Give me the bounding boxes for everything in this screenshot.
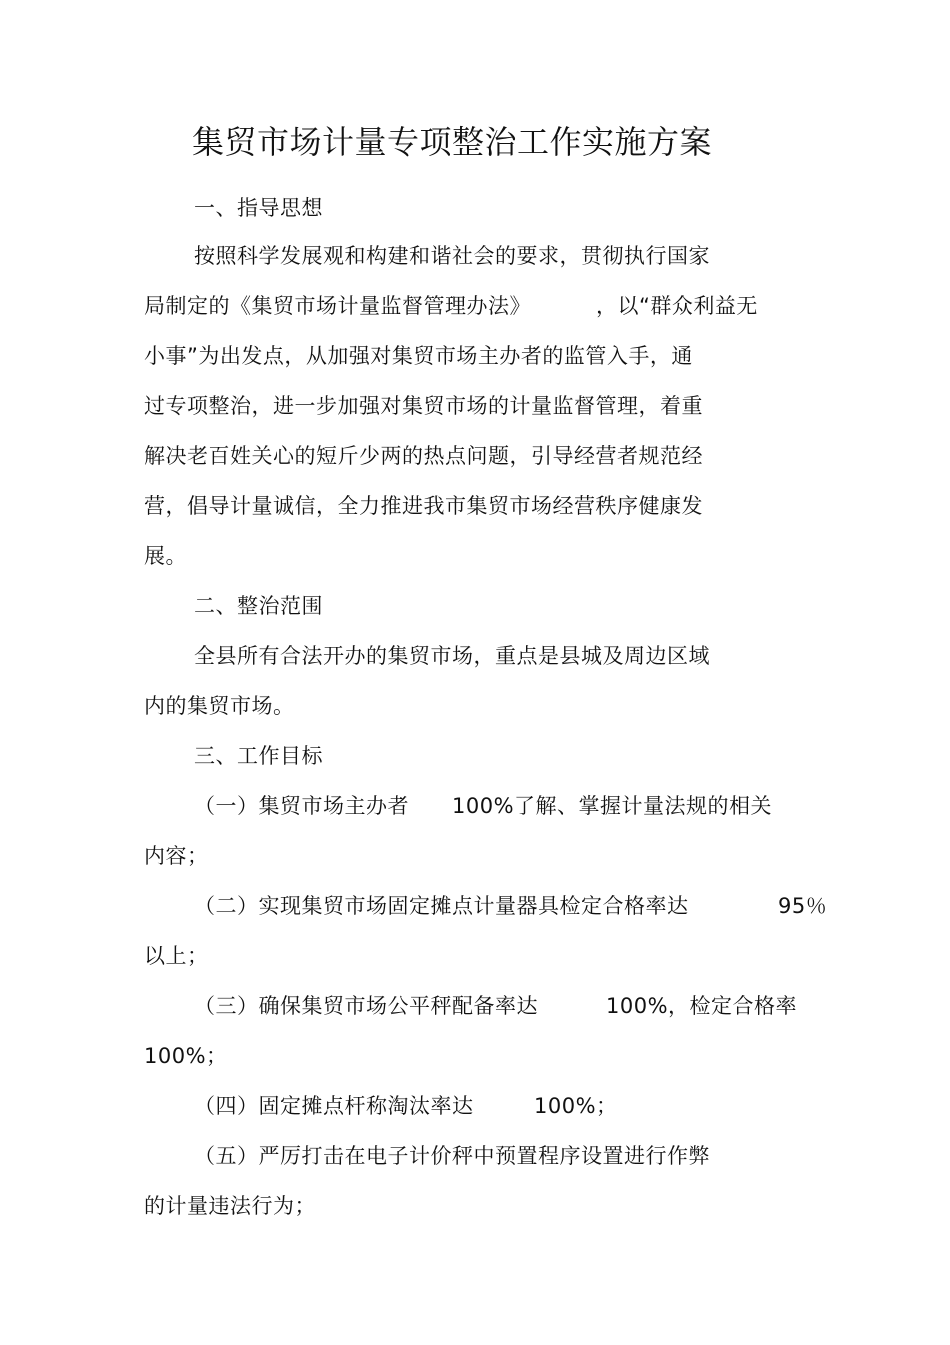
paragraph-line: 内的集贸市场。 <box>144 694 295 718</box>
section-heading-goals: 三、工作目标 <box>194 744 323 768</box>
paragraph-line: 内容； <box>144 844 209 868</box>
paragraph-line: 的计量违法行为； <box>144 1194 316 1218</box>
document-title: 集贸市场计量专项整治工作实施方案 <box>192 123 713 161</box>
section-heading-scope: 二、整治范围 <box>194 594 323 618</box>
paragraph-line: 局制定的《集贸市场计量监督管理办法》 <box>144 294 531 318</box>
goal-item-4-value: 100%； <box>534 1094 618 1118</box>
paragraph-line: 营，倡导计量诚信，全力推进我市集贸市场经营秩序健康发 <box>144 494 703 518</box>
paragraph-line: 按照科学发展观和构建和谐社会的要求，贯彻执行国家 <box>194 244 710 268</box>
goal-item-3: （三）确保集贸市场公平秤配备率达 <box>194 994 538 1018</box>
paragraph-line: ，以“群众利益无 <box>596 294 758 318</box>
section-heading-guiding-thought: 一、指导思想 <box>194 196 323 220</box>
paragraph-line: 解决老百姓关心的短斤少两的热点问题，引导经营者规范经 <box>144 444 703 468</box>
paragraph-line: 过专项整治，进一步加强对集贸市场的计量监督管理，着重 <box>144 394 703 418</box>
goal-item-2-value: 95％ <box>778 894 828 918</box>
paragraph-line: 小事”为出发点，从加强对集贸市场主办者的监管入手，通 <box>144 344 693 368</box>
goal-item-4: （四）固定摊点杆称淘汰率达 <box>194 1094 474 1118</box>
goal-item-1-continued: 100%了解、掌握计量法规的相关 <box>452 794 773 818</box>
paragraph-line: 展。 <box>144 544 187 568</box>
goal-item-5: （五）严厉打击在电子计价秤中预置程序设置进行作弊 <box>194 1144 710 1168</box>
goal-item-2: （二）实现集贸市场固定摊点计量器具检定合格率达 <box>194 894 689 918</box>
goal-item-1: （一）集贸市场主办者 <box>194 794 409 818</box>
paragraph-line: 以上； <box>144 944 209 968</box>
goal-item-3-continued: 100%，检定合格率 <box>606 994 798 1018</box>
paragraph-line: 100%； <box>144 1044 228 1068</box>
paragraph-line: 全县所有合法开办的集贸市场，重点是县城及周边区域 <box>194 644 710 668</box>
